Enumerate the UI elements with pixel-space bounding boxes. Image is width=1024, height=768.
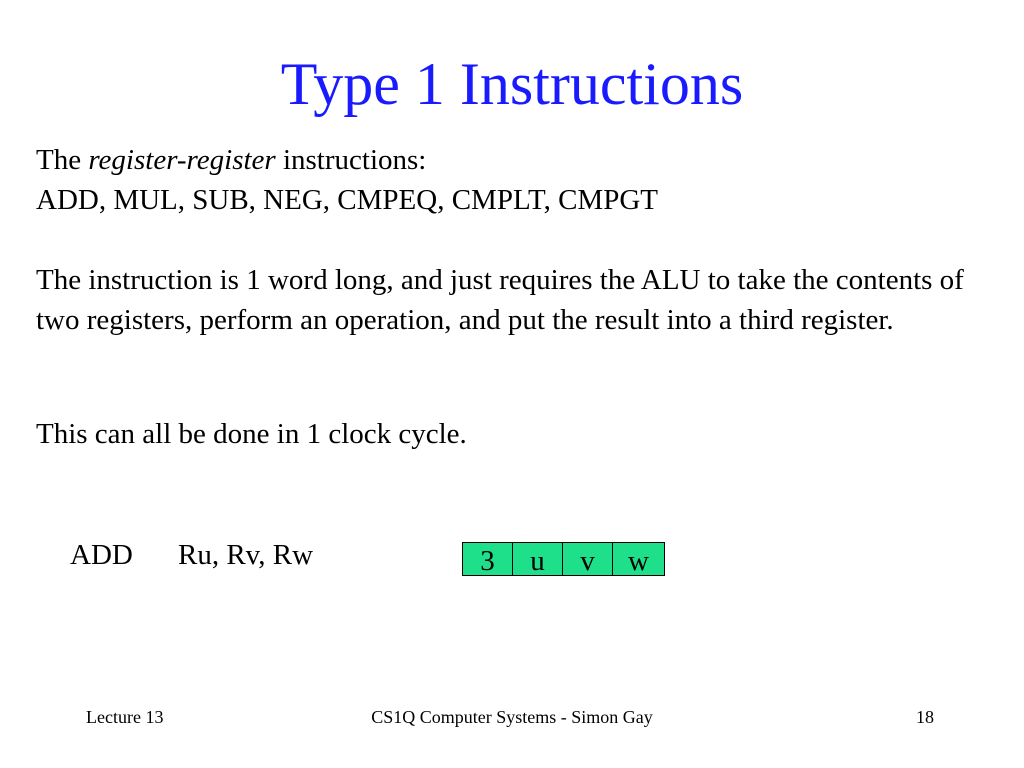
paragraph-suffix: instructions: (275, 144, 427, 176)
example-opcode: ADD (70, 539, 133, 571)
paragraph-clock-cycle: This can all be done in 1 clock cycle. (36, 418, 467, 450)
footer-lecture: Lecture 13 (86, 707, 164, 727)
encoding-cell-w: w (613, 543, 664, 575)
encoding-table (462, 542, 665, 576)
footer-course: CS1Q Computer Systems - Simon Gay (371, 707, 653, 727)
paragraph-prefix: The (36, 144, 89, 176)
encoding-cell-v: v (563, 543, 613, 575)
encoding-cell-opcode: 3 (463, 543, 513, 575)
slide-title: Type 1 Instructions (280, 51, 744, 117)
paragraph-instruction-class (36, 140, 996, 220)
example-operands: Ru, Rv, Rw (178, 539, 314, 571)
paragraph-emphasis: register-register (88, 144, 276, 176)
paragraph-description: The instruction is 1 word long, and just requires the ALU to take the contents of two registers, perform an operation, and put the result into a third register. (36, 264, 964, 336)
footer-page-number: 18 (916, 707, 934, 727)
encoding-cell-u: u (513, 543, 563, 575)
instruction-list: ADD, MUL, SUB, NEG, CMPEQ, CMPLT, CMPGT (36, 184, 658, 216)
